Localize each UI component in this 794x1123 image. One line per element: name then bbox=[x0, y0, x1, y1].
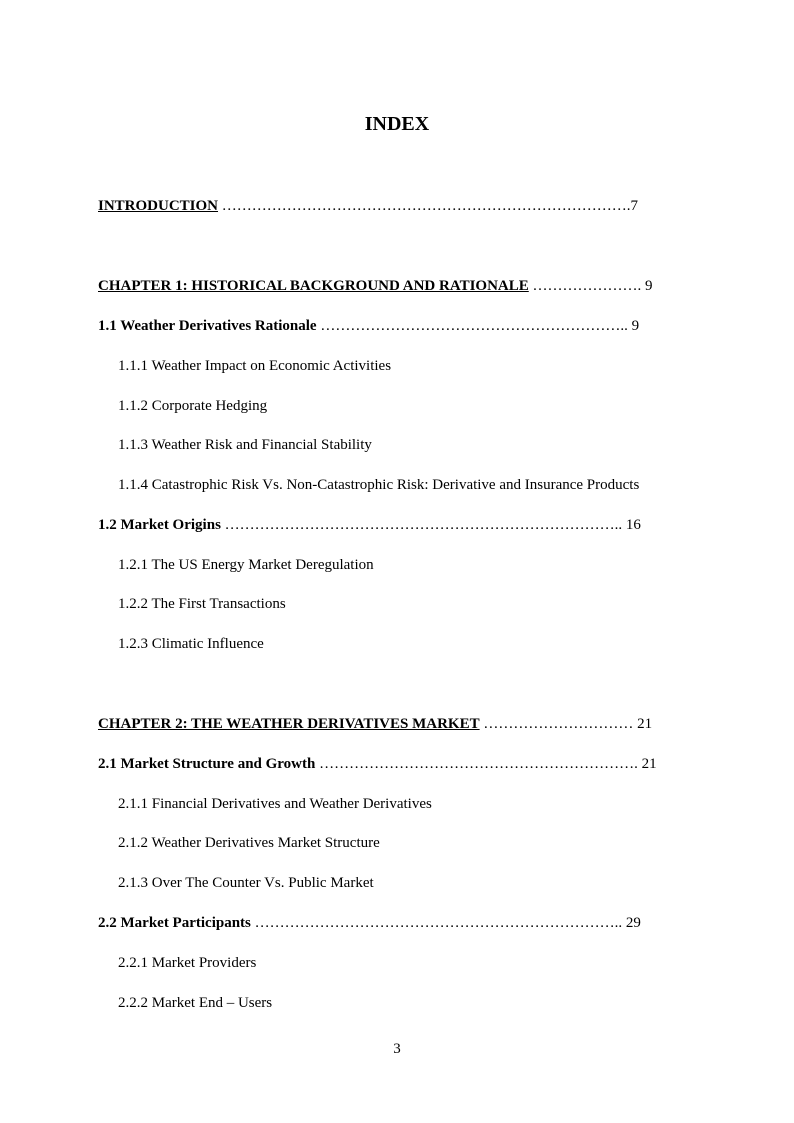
toc-subentry-2-1-2[interactable]: 2.1.2 Weather Derivatives Market Structure bbox=[118, 835, 380, 851]
toc-page-number: 9 bbox=[641, 278, 653, 294]
toc-subentry-1-2-2[interactable]: 1.2.2 The First Transactions bbox=[118, 596, 286, 612]
toc-subentry-1-1-3[interactable]: 1.1.3 Weather Risk and Financial Stability bbox=[118, 437, 372, 453]
toc-entry-1-2[interactable] bbox=[98, 515, 694, 535]
toc-heading: INTRODUCTION bbox=[98, 198, 219, 214]
toc-page-number: 9 bbox=[627, 318, 640, 334]
toc-page-number: 21 bbox=[633, 716, 653, 732]
toc-heading: 2.1 Market Structure and Growth bbox=[98, 756, 316, 772]
toc-subentry-2-2-1[interactable]: 2.2.1 Market Providers bbox=[118, 955, 257, 971]
toc-subentry-1-1-2[interactable]: 1.1.2 Corporate Hedging bbox=[118, 398, 268, 414]
toc-subentry-1-1-4[interactable]: 1.1.4 Catastrophic Risk Vs. Non-Catastrophic Risk: Derivative and Insurance Products bbox=[118, 477, 640, 493]
toc-leader-dots: ………………………………………………………………………. bbox=[218, 198, 631, 214]
toc-subentry-2-1-1[interactable]: 2.1.1 Financial Derivatives and Weather Derivatives bbox=[118, 796, 432, 812]
toc-entry-chapter-2[interactable] bbox=[98, 714, 694, 734]
toc-leader-dots: ……………………………………………………………….. bbox=[250, 915, 623, 931]
toc-entry-2-2[interactable] bbox=[98, 913, 694, 933]
toc-leader-dots: …………………………………………………….. bbox=[316, 318, 628, 334]
page-title: INDEX bbox=[364, 113, 430, 135]
toc-page-number: 21 bbox=[637, 756, 657, 772]
toc-subentry-2-1-3[interactable]: 2.1.3 Over The Counter Vs. Public Market bbox=[118, 875, 374, 891]
toc-heading: 1.1 Weather Derivatives Rationale bbox=[98, 318, 317, 334]
toc-heading: 2.2 Market Participants bbox=[98, 915, 251, 931]
toc-leader-dots: ………………………… bbox=[479, 716, 634, 732]
toc-entry-chapter-1[interactable] bbox=[98, 276, 694, 296]
toc-leader-dots: ………………………………………………………. bbox=[315, 756, 638, 772]
toc-entry-introduction[interactable] bbox=[98, 196, 694, 216]
toc-heading: CHAPTER 1: HISTORICAL BACKGROUND AND RATIONALE bbox=[98, 278, 529, 294]
page-number: 3 bbox=[393, 1041, 401, 1057]
toc-page-number: 7 bbox=[630, 198, 639, 214]
toc-subentry-1-2-3[interactable]: 1.2.3 Climatic Influence bbox=[118, 636, 264, 652]
toc-leader-dots: …………………………………………………………………….. bbox=[220, 517, 623, 533]
toc-heading: CHAPTER 2: THE WEATHER DERIVATIVES MARKET bbox=[98, 716, 480, 732]
toc-page-number: 29 bbox=[622, 915, 641, 931]
toc-subentry-1-1-1[interactable]: 1.1.1 Weather Impact on Economic Activities bbox=[118, 358, 392, 374]
toc-subentry-2-2-2[interactable]: 2.2.2 Market End – Users bbox=[118, 995, 273, 1011]
toc-entry-1-1[interactable] bbox=[98, 316, 694, 336]
toc-leader-dots: …………………. bbox=[528, 278, 642, 294]
toc-subentry-1-2-1[interactable]: 1.2.1 The US Energy Market Deregulation bbox=[118, 557, 374, 573]
toc-heading: 1.2 Market Origins bbox=[98, 517, 221, 533]
toc-entry-2-1[interactable] bbox=[98, 754, 694, 774]
toc-page-number: 16 bbox=[622, 517, 641, 533]
